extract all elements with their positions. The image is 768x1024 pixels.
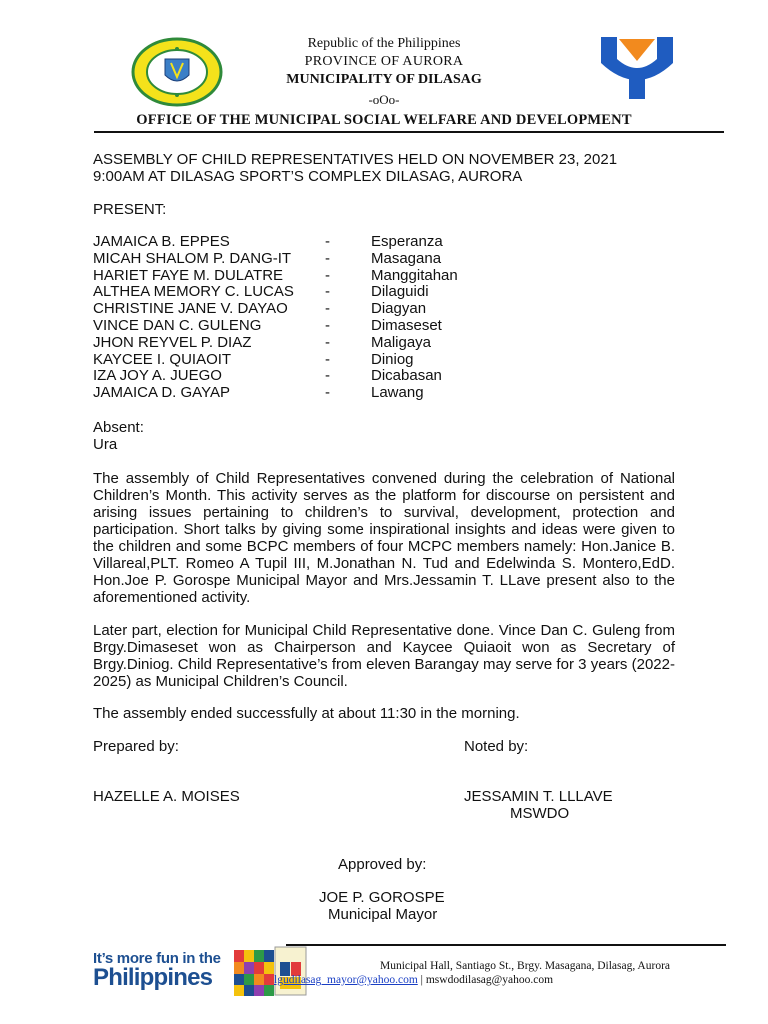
attendee-dash: - xyxy=(325,350,330,368)
municipal-seal-logo xyxy=(131,37,223,107)
attendee-barangay: Dimaseset xyxy=(371,316,442,334)
footer-address: Municipal Hall, Santiago St., Brgy. Masagana, Dilasag, Aurora xyxy=(380,960,671,972)
absent-label: Absent: xyxy=(93,419,144,436)
office-title: OFFICE OF THE MUNICIPAL SOCIAL WELFARE AND DEVELOPMENT xyxy=(136,112,632,128)
email-separator: | xyxy=(417,974,426,986)
attendee-dash: - xyxy=(325,367,330,385)
prepared-by-label: Prepared by: xyxy=(93,738,179,755)
footer-contacts xyxy=(274,974,553,986)
header-republic: Republic of the Philippines xyxy=(307,36,461,51)
approved-by-label: Approved by: xyxy=(338,856,427,873)
absent-value: Ura xyxy=(93,436,118,453)
tourism-tagline-top: It’s more fun in the xyxy=(93,950,221,967)
header-rule xyxy=(94,131,724,133)
tourism-logo xyxy=(93,946,233,994)
present-label: PRESENT: xyxy=(93,201,167,218)
header-divider-ornament: -oOo- xyxy=(368,92,400,107)
attendee-dash: - xyxy=(325,249,330,267)
paragraph-election: Later part, election for Municipal Child Representative done. Vince Dan C. Guleng from Brgy.Dimaseset won as Chairperson and Kaycee Quiaoit won as Secretary of Brgy.Diniog. Child Representative’s from eleven Barangay may serve for 3 years (2022-2025) as Municipal Children’s Council. xyxy=(93,622,675,690)
attendee-name: CHRISTINE JANE V. DAYAO xyxy=(93,300,288,318)
bagong-pilipinas-logo xyxy=(274,946,307,996)
noted-by-label: Noted by: xyxy=(464,738,529,755)
attendee-barangay: Diniog xyxy=(371,350,414,368)
approved-by-name: JOE P. GOROSPE xyxy=(319,889,445,906)
attendee-barangay: Lawang xyxy=(371,384,424,402)
attendee-dash: - xyxy=(325,266,330,284)
attendee-dash: - xyxy=(325,283,330,301)
footer-rule xyxy=(286,944,726,946)
attendee-barangay: Dilaguidi xyxy=(371,283,429,301)
tourism-tagline-bottom: Philippines xyxy=(93,964,213,991)
attendee-dash: - xyxy=(325,316,330,334)
attendee-barangay: Maligaya xyxy=(371,333,432,351)
attendee-name: JAMAICA D. GAYAP xyxy=(93,384,230,402)
attendee-name: JAMAICA B. EPPES xyxy=(93,233,230,250)
attendee-barangay: Diagyan xyxy=(371,300,427,318)
attendee-name: MICAH SHALOM P. DANG-IT xyxy=(93,249,292,267)
assembly-title-line2: 9:00AM AT DILASAG SPORT’S COMPLEX DILASAG, AURORA xyxy=(93,168,523,185)
attendee-name: JHON REYVEL P. DIAZ xyxy=(93,333,252,351)
attendee-barangay: Dicabasan xyxy=(371,367,442,385)
header-province: PROVINCE OF AURORA xyxy=(304,54,464,69)
noted-by-name: JESSAMIN T. LLLAVE xyxy=(464,788,613,805)
attendee-dash: - xyxy=(325,300,330,318)
paragraph-summary: The assembly of Child Representatives convened during the celebration of National Children’s Month. This activity serves as the platform for discourse on persistent and arising issues pertaining to children’s to survival, development, protection and participation. Short talks by giving some inspirational insights and ideas were given to the children and some BCPC members of four MCPC members namely: Hon.Janice B. Villareal,PLT. Romeo A Tupil III, M.Jonathan N. Tud and Edelwinda S. Montero,EdD. Hon.Joe P. Gorospe Municipal Mayor and Mrs.Jessamin T. LLave present also to the aforementioned activity. xyxy=(93,470,675,606)
attendee-barangay: Masagana xyxy=(371,249,442,267)
noted-by-title: MSWDO xyxy=(510,805,570,822)
attendee-barangay: Esperanza xyxy=(371,233,443,250)
attendee-dash: - xyxy=(325,384,330,402)
header-municipality: MUNICIPALITY OF DILASAG xyxy=(286,72,482,87)
paragraph-closing: The assembly ended successfully at about 11:30 in the morning. xyxy=(93,705,520,722)
approved-by-title: Municipal Mayor xyxy=(328,906,438,923)
attendee-dash: - xyxy=(325,233,330,250)
mayor-email-link[interactable]: lgudilasag_mayor@yahoo.com xyxy=(274,974,418,986)
tourism-mosaic-icon xyxy=(234,950,274,996)
attendee-name: KAYCEE I. QUIAOIT xyxy=(93,350,232,368)
attendee-name: IZA JOY A. JUEGO xyxy=(93,367,222,385)
prepared-by-name: HAZELLE A. MOISES xyxy=(93,788,240,805)
dswd-logo xyxy=(601,37,673,99)
attendee-name: HARIET FAYE M. DULATRE xyxy=(93,266,284,284)
attendee-dash: - xyxy=(325,333,330,351)
attendee-name: ALTHEA MEMORY C. LUCAS xyxy=(93,283,294,301)
attendee-name: VINCE DAN C. GULENG xyxy=(93,316,262,334)
attendee-barangay: Manggitahan xyxy=(371,266,458,284)
mswdo-email: mswdodilasag@yahoo.com xyxy=(425,974,554,986)
assembly-title-line1: ASSEMBLY OF CHILD REPRESENTATIVES HELD ON NOVEMBER 23, 2021 xyxy=(93,151,618,168)
